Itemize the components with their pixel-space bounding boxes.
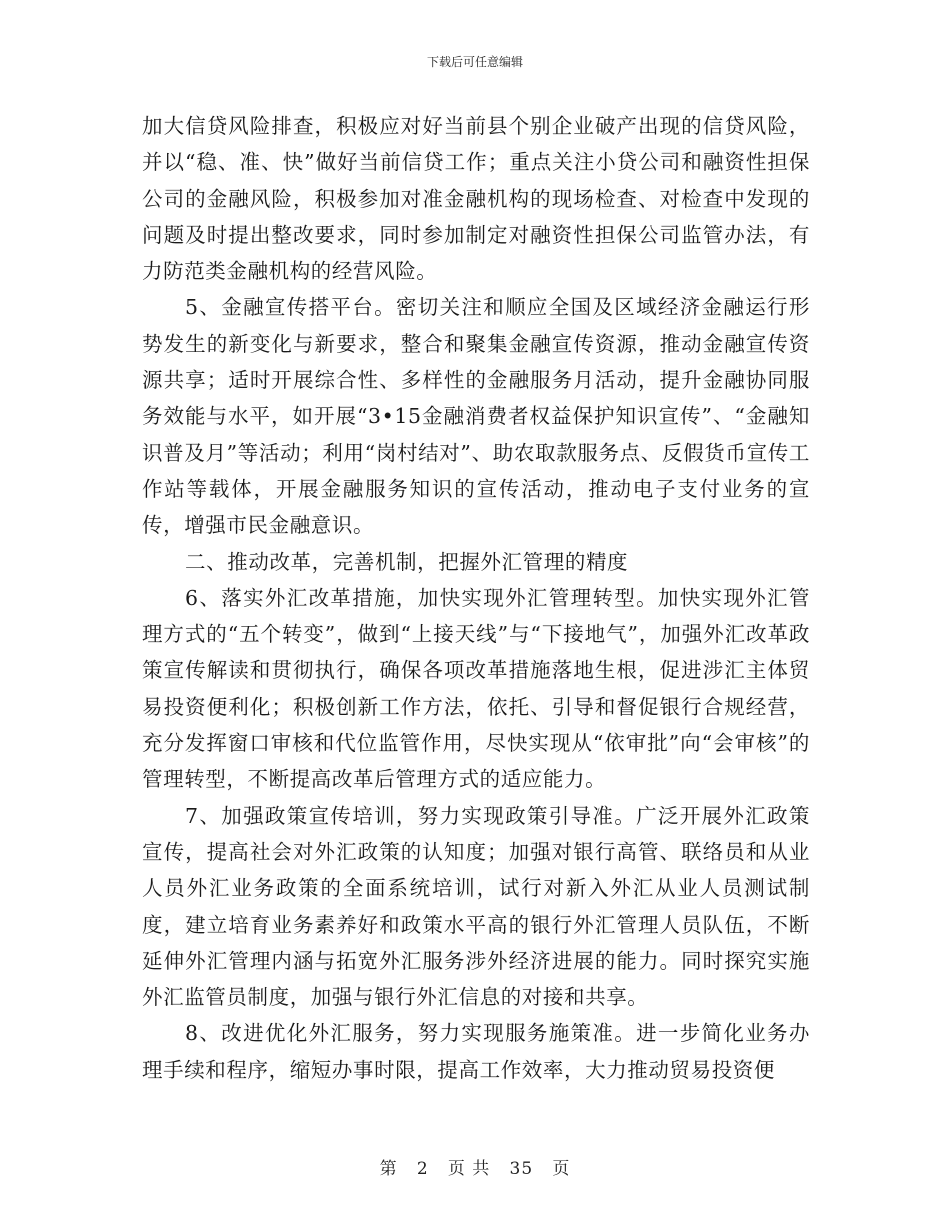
footer-prefix: 第 bbox=[379, 1159, 398, 1179]
paragraph: 6、落实外汇改革措施，加快实现外汇管理转型。加快实现外汇管理方式的“五个转变”，做到“上接天线”与“下接地气”，加强外汇改革政策宣传解读和贯彻执行，确保各项改革措施落地生根，促进涉汇主体贸易投资便利化；积极创新工作方法，依托、引导和督促银行合规经营，充分发挥窗口审核和代位监管作用，尽快实现从“依审批”向“会审核”的管理转型，不断提高改革后管理方式的适应能力。 bbox=[142, 585, 810, 792]
footer-suffix: 页 bbox=[552, 1159, 571, 1179]
page-header: 下载后可任意编辑 bbox=[426, 55, 523, 69]
page-footer bbox=[0, 1154, 950, 1179]
paragraph: 5、金融宣传搭平台。密切关注和顺应全国及区域经济金融运行形势发生的新变化与新要求，整合和聚集金融宣传资源，推动金融宣传资源共享；适时开展综合性、多样性的金融服务月活动，提升金融协同服务效能与水平，如开展“3•15金融消费者权益保护知识宣传”、“金融知识普及月”等活动；利用“岗村结对”、助农取款服务点、反假货币宣传工作站等载体，开展金融服务知识的宣传活动，推动电子支付业务的宣传，增强市民金融意识。 bbox=[142, 295, 810, 538]
current-page-number: 2 bbox=[416, 1159, 429, 1179]
section-heading: 二、推动改革，完善机制，把握外汇管理的精度 bbox=[185, 549, 629, 574]
paragraph: 8、改进优化外汇服务，努力实现服务施策准。进一步简化业务办理手续和程序，缩短办事时限，提高工作效率，大力推动贸易投资便 bbox=[142, 1021, 810, 1082]
paragraph: 7、加强政策宣传培训，努力实现政策引导准。广泛开展外汇政策宣传，提高社会对外汇政策的认知度；加强对银行高管、联络员和从业人员外汇业务政策的全面系统培训，试行对新入外汇从业人员测试制度，建立培育业务素养好和政策水平高的银行外汇管理人员队伍，不断延伸外汇管理内涵与拓宽外汇服务涉外经济进展的能力。同时探究实施外汇监管员制度，加强与银行外汇信息的对接和共享。 bbox=[142, 803, 810, 1010]
footer-middle: 页 共 bbox=[447, 1159, 491, 1179]
document-body bbox=[142, 108, 810, 1088]
paragraph: 加大信贷风险排查，积极应对好当前县个别企业破产出现的信贷风险，并以“稳、准、快”做好当前信贷工作；重点关注小贷公司和融资性担保公司的金融风险，积极参加对准金融机构的现场检查、对检查中发现的问题及时提出整改要求，同时参加制定对融资性担保公司监管办法，有力防范类金融机构的经营风险。 bbox=[142, 114, 810, 284]
total-pages-number: 35 bbox=[509, 1159, 534, 1179]
